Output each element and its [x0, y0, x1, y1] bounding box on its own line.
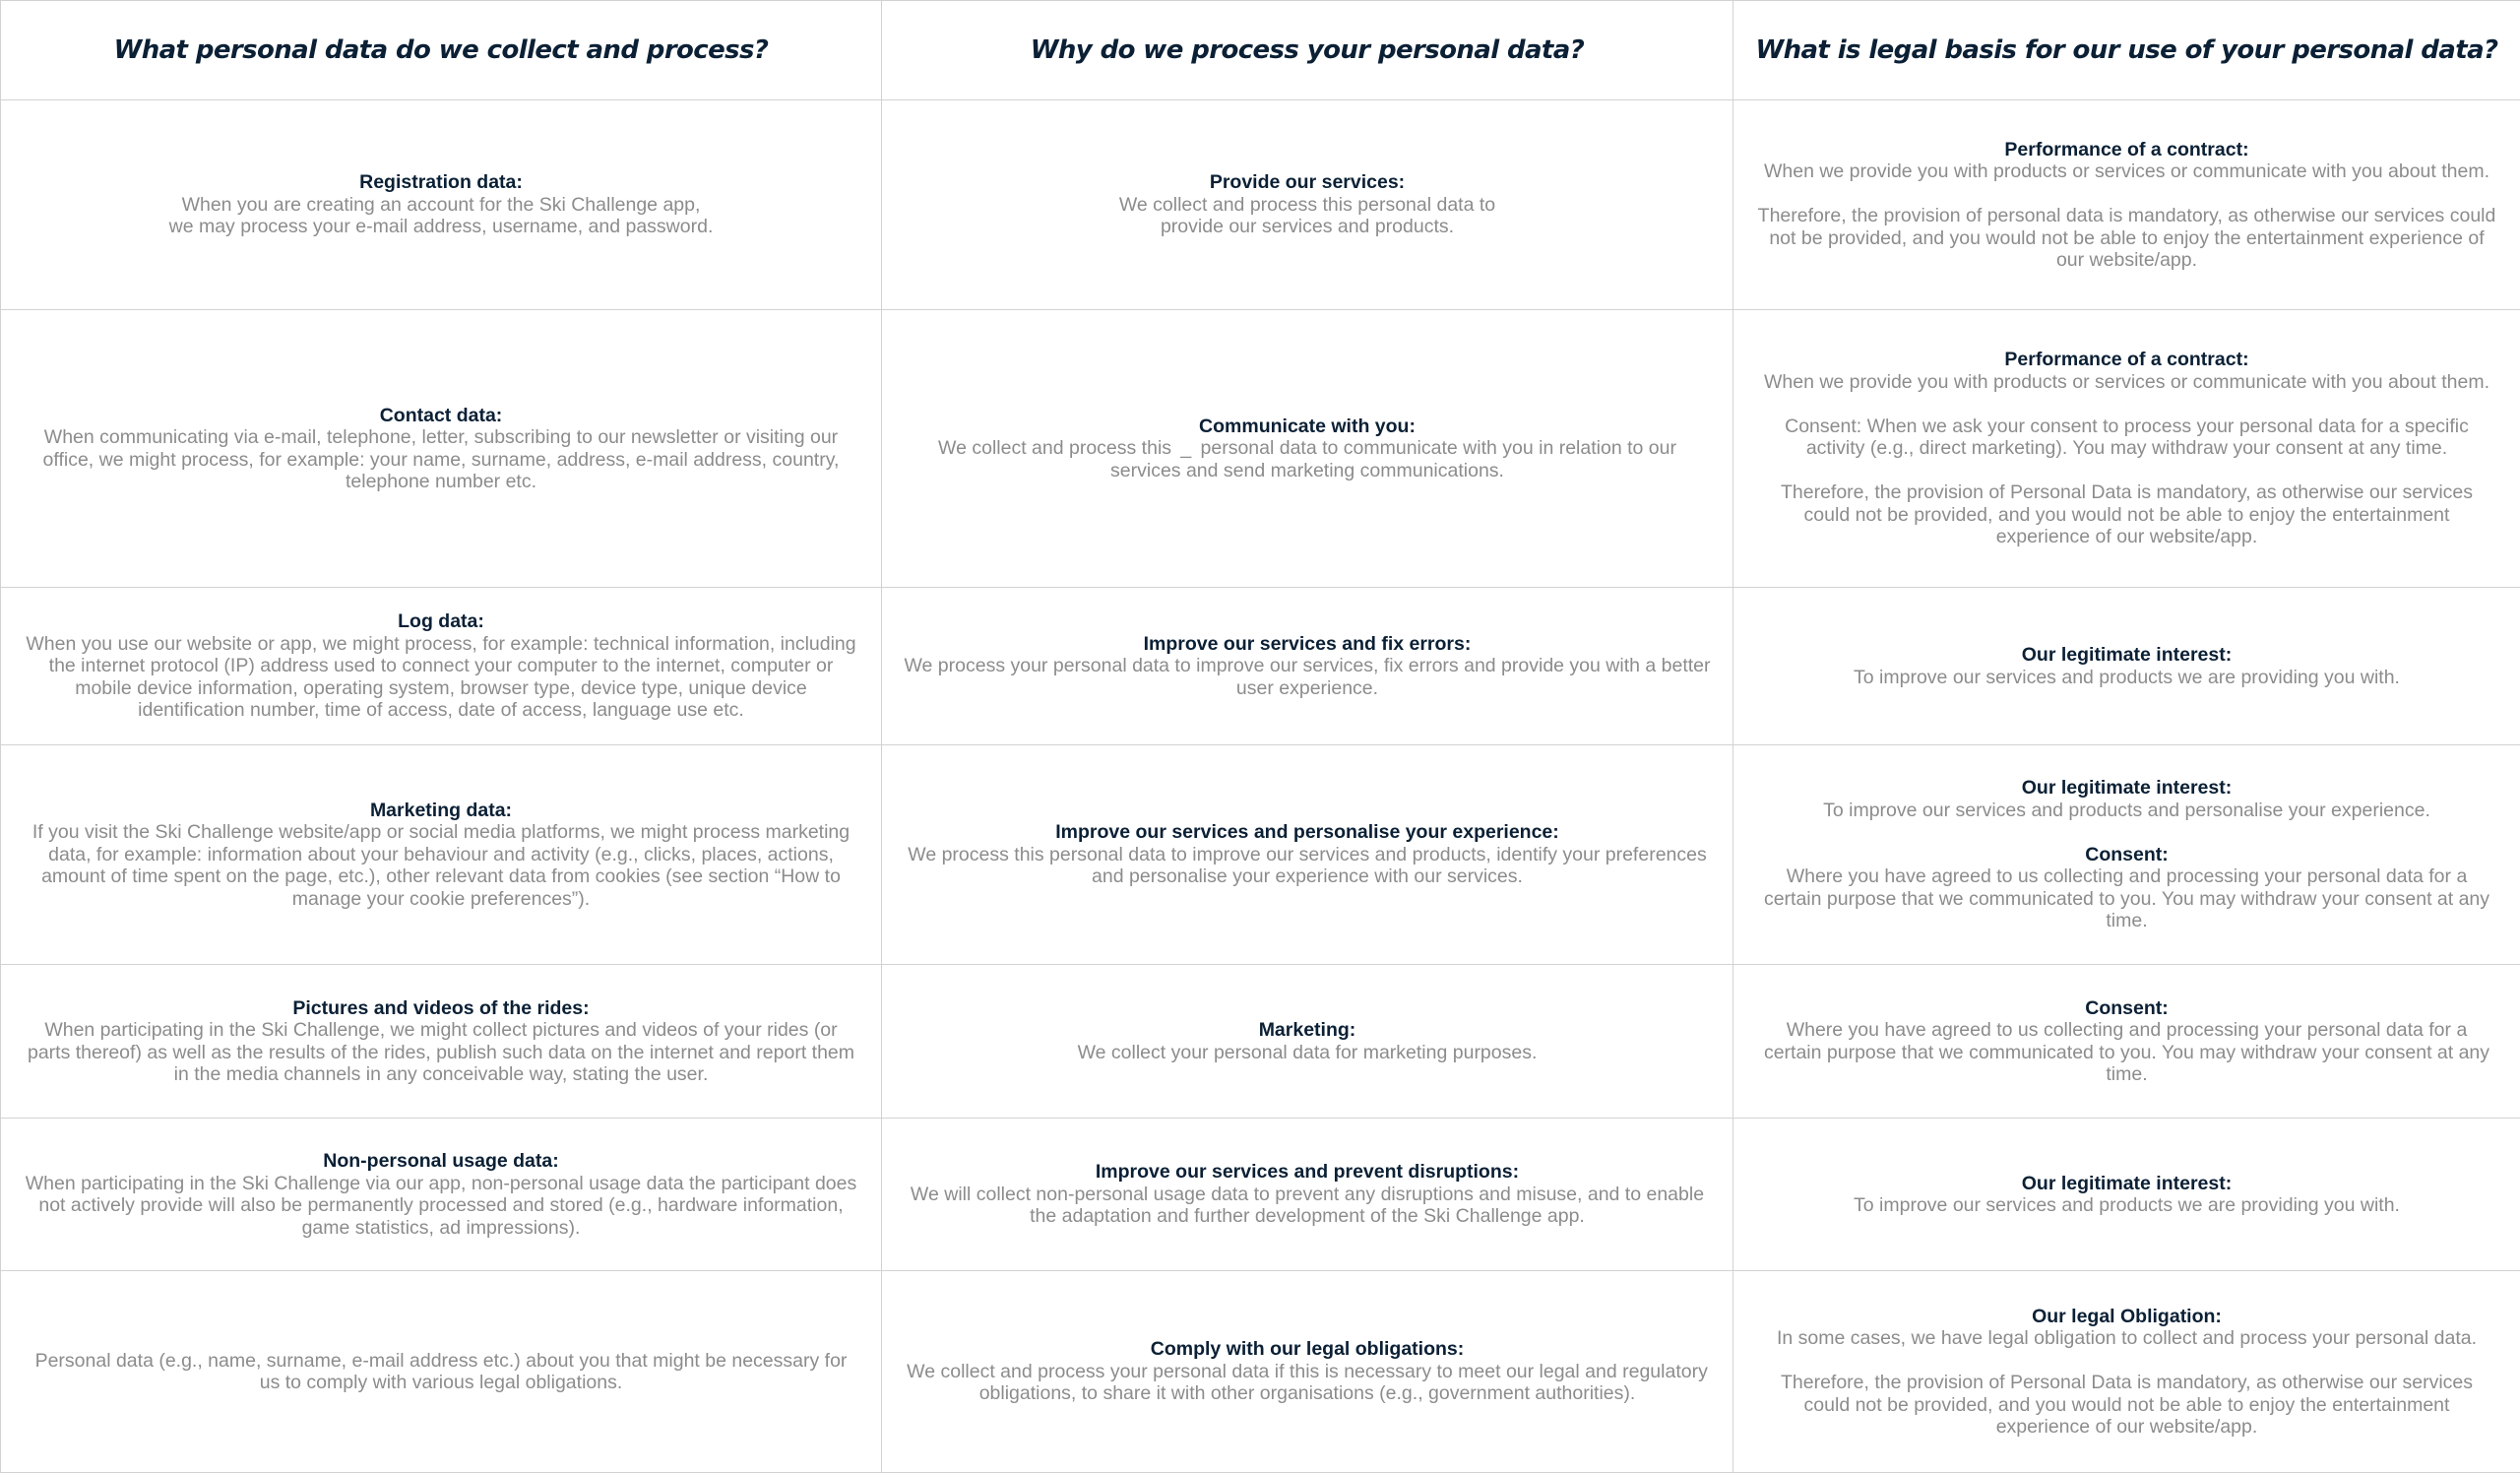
basis-title: Consent: — [1755, 997, 2498, 1020]
basis-cell — [1733, 1119, 2520, 1271]
basis-cell — [1733, 588, 2520, 745]
basis-cell — [1733, 310, 2520, 588]
purpose-cell — [882, 965, 1733, 1119]
data-cell — [1, 100, 882, 310]
purpose-cell — [882, 745, 1733, 965]
basis-title: Our legitimate interest: — [1755, 1173, 2498, 1195]
purpose-text: We process this personal data to improve our services and products, identify your preferences and personalise your experience with our services. — [904, 844, 1711, 888]
basis-text: Therefore, the provision of personal data is mandatory, as otherwise our services could not be provided, and you would not be able to enjoy the entertainment experience of our website/app. — [1755, 205, 2498, 272]
purpose-title: Improve our services and prevent disruptions: — [904, 1161, 1711, 1184]
data-cell — [1, 310, 882, 588]
purpose-title: Improve our services and fix errors: — [904, 633, 1711, 656]
basis-cell — [1733, 745, 2520, 965]
data-text: When you are creating an account for the Ski Challenge app, — [23, 194, 859, 217]
data-cell — [1, 745, 882, 965]
purpose-cell — [882, 588, 1733, 745]
basis-title: Performance of a contract: — [1755, 349, 2498, 371]
purpose-text: We collect your personal data for marketing purposes. — [904, 1042, 1711, 1064]
purpose-text: We will collect non-personal usage data to prevent any disruptions and misuse, and to enable the adaptation and further development of the Ski Challenge app. — [904, 1184, 1711, 1228]
purpose-cell — [882, 310, 1733, 588]
basis-cell — [1733, 1271, 2520, 1473]
table-row — [1, 100, 2520, 310]
data-cell — [1, 1119, 882, 1271]
data-text: When participating in the Ski Challenge via our app, non-personal usage data the participant does not actively provide will also be permanently processed and stored (e.g., hardware information, game statistics, ad impressions). — [23, 1173, 859, 1240]
purpose-cell — [882, 100, 1733, 310]
basis-text: When we provide you with products or services or communicate with you about them. — [1755, 371, 2498, 394]
purpose-title: Improve our services and personalise your experience: — [904, 821, 1711, 844]
data-title: Registration data: — [23, 171, 859, 194]
data-text: When you use our website or app, we might process, for example: technical information, including the internet protocol (IP) address used to connect your computer to the internet, computer or mobile device information, operating system, browser type, device type, unique device identification number, time of access, date of access, language use etc. — [23, 633, 859, 722]
data-text: we may process your e-mail address, username, and password. — [23, 216, 859, 238]
purpose-text: We collect and process this _ personal data to communicate with you in relation to our services and send marketing communications. — [904, 437, 1711, 481]
purpose-cell — [882, 1119, 1733, 1271]
purpose-cell — [882, 1271, 1733, 1473]
data-cell — [1, 965, 882, 1119]
purpose-text: We collect and process your personal data if this is necessary to meet our legal and regulatory obligations, to share it with other organisations (e.g., government authorities). — [904, 1361, 1711, 1405]
data-cell — [1, 1271, 882, 1473]
table-row — [1, 965, 2520, 1119]
purpose-text: We process your personal data to improve our services, fix errors and provide you with a better user experience. — [904, 655, 1711, 699]
basis-cell — [1733, 965, 2520, 1119]
basis-title: Consent: — [1755, 844, 2498, 866]
table-row — [1, 1271, 2520, 1473]
basis-cell — [1733, 100, 2520, 310]
purpose-text: provide our services and products. — [904, 216, 1711, 238]
purpose-title: Comply with our legal obligations: — [904, 1338, 1711, 1361]
basis-text: Therefore, the provision of Personal Data is mandatory, as otherwise our services could not be provided, and you would not be able to enjoy the entertainment experience of our website/app. — [1755, 481, 2498, 548]
purpose-title: Provide our services: — [904, 171, 1711, 194]
basis-title: Our legal Obligation: — [1755, 1306, 2498, 1328]
basis-text: To improve our services and products we are providing you with. — [1755, 1194, 2498, 1217]
table-row — [1, 745, 2520, 965]
basis-title: Performance of a contract: — [1755, 139, 2498, 161]
data-title: Pictures and videos of the rides: — [23, 997, 859, 1020]
basis-text: Where you have agreed to us collecting and processing your personal data for a certain purpose that we communicated to you. You may withdraw your consent at any time. — [1755, 865, 2498, 932]
basis-text: To improve our services and products and personalise your experience. — [1755, 800, 2498, 822]
data-text: Personal data (e.g., name, surname, e-mail address etc.) about you that might be necessary for us to comply with various legal obligations. — [23, 1350, 859, 1394]
data-text: When communicating via e-mail, telephone, letter, subscribing to our newsletter or visiting our office, we might process, for example: your name, surname, address, e-mail address, country, telephone number etc. — [23, 426, 859, 493]
data-title: Non-personal usage data: — [23, 1150, 859, 1173]
basis-text: Therefore, the provision of Personal Data is mandatory, as otherwise our services could not be provided, and you would not be able to enjoy the entertainment experience of our website/app. — [1755, 1372, 2498, 1439]
data-text: When participating in the Ski Challenge, we might collect pictures and videos of your rides (or parts thereof) as well as the results of the rides, publish such data on the internet and report them in the media channels in any conceivable way, stating the user. — [23, 1019, 859, 1086]
table-header-row — [1, 1, 2520, 100]
header-legal-basis: What is legal basis for our use of your personal data? — [1733, 1, 2520, 100]
basis-title: Our legitimate interest: — [1755, 644, 2498, 667]
purpose-title: Communicate with you: — [904, 416, 1711, 438]
purpose-title: Marketing: — [904, 1019, 1711, 1042]
data-text: If you visit the Ski Challenge website/app or social media platforms, we might process marketing data, for example: information about your behaviour and activity (e.g., clicks, places, actions, amount of time spent on the page, etc.), other relevant data from cookies (see section “How to manage your cookie preferences”). — [23, 821, 859, 910]
basis-text: Where you have agreed to us collecting and processing your personal data for a certain purpose that we communicated to you. You may withdraw your consent at any time. — [1755, 1019, 2498, 1086]
basis-text: Consent: When we ask your consent to process your personal data for a specific activity (e.g., direct marketing). You may withdraw your consent at any time. — [1755, 416, 2498, 460]
basis-text: To improve our services and products we are providing you with. — [1755, 667, 2498, 689]
header-processing-purpose: Why do we process your personal data? — [882, 1, 1733, 100]
table-row — [1, 1119, 2520, 1271]
data-cell — [1, 588, 882, 745]
data-title: Contact data: — [23, 405, 859, 427]
purpose-text: We collect and process this personal data to — [904, 194, 1711, 217]
table-row — [1, 310, 2520, 588]
table-row — [1, 588, 2520, 745]
basis-text: In some cases, we have legal obligation to collect and process your personal data. — [1755, 1327, 2498, 1350]
data-title: Marketing data: — [23, 800, 859, 822]
data-title: Log data: — [23, 610, 859, 633]
basis-text: When we provide you with products or services or communicate with you about them. — [1755, 160, 2498, 183]
header-data-collected: What personal data do we collect and process? — [1, 1, 882, 100]
basis-title: Our legitimate interest: — [1755, 777, 2498, 800]
